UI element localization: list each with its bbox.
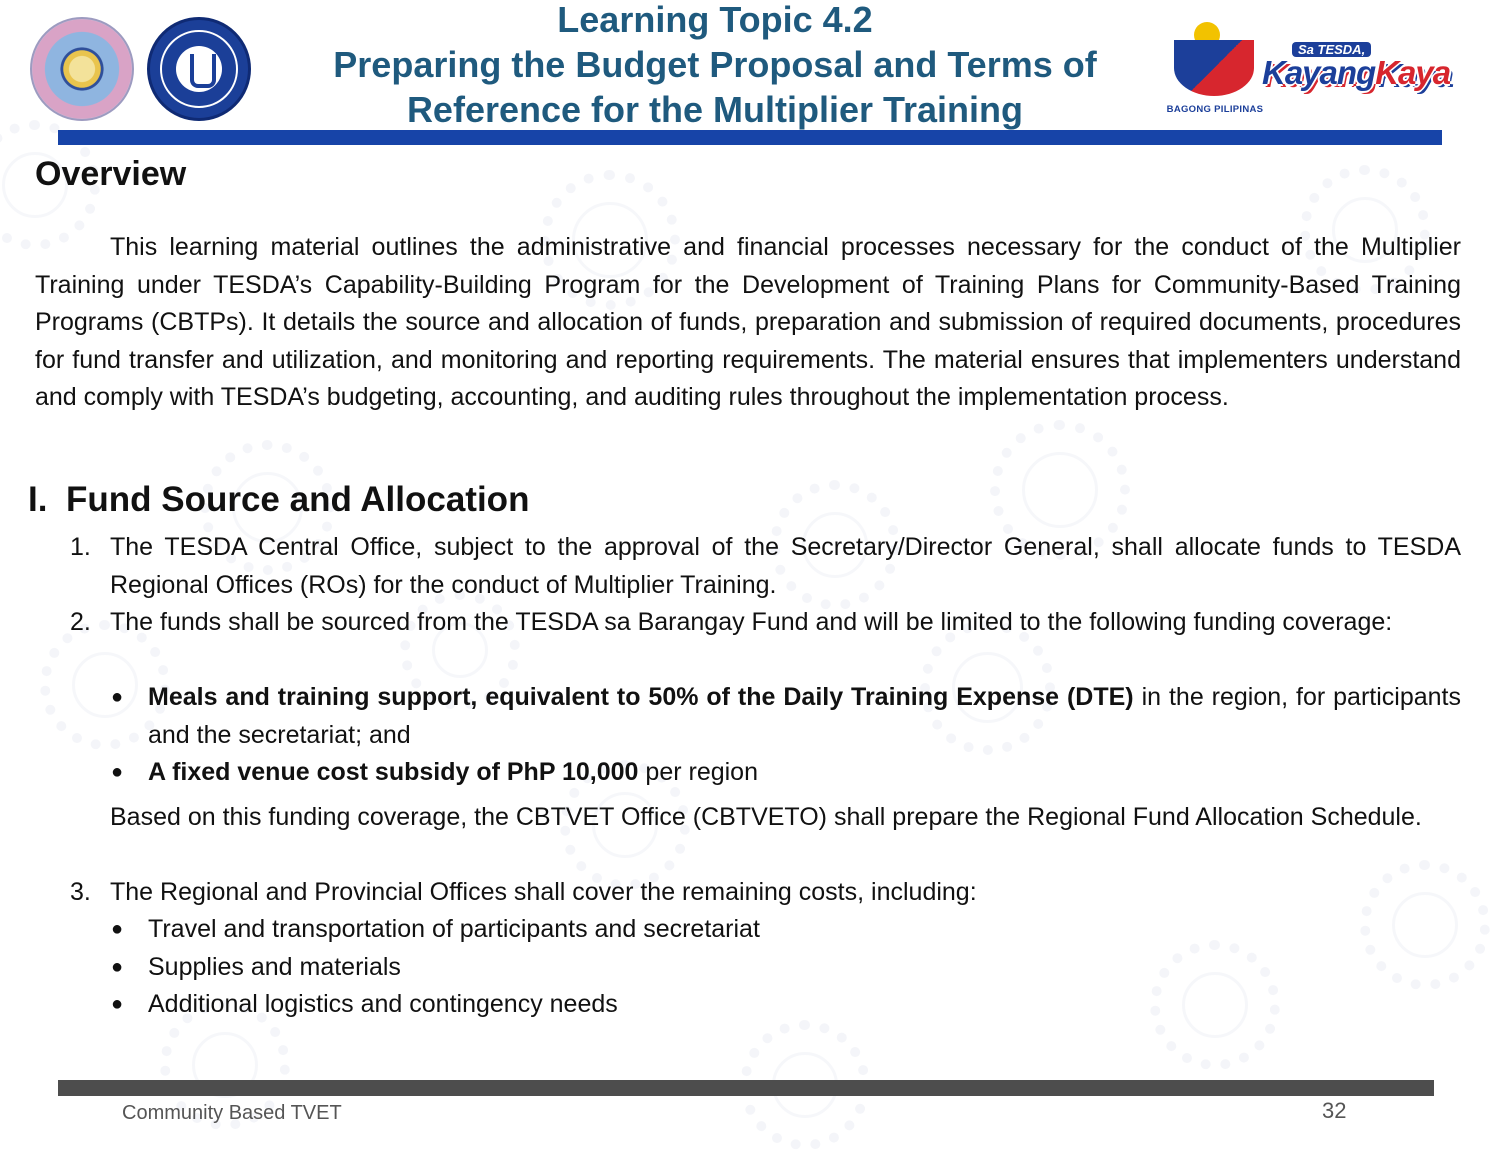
cbtvet-logo-icon	[30, 17, 134, 121]
bullet-1-bold: Meals and training support, equivalent to 50% of the Daily Training Expense (DTE)	[148, 683, 1134, 711]
overview-heading: Overview	[35, 155, 187, 193]
list-item-3-bullet-2-text: Supplies and materials	[148, 953, 401, 981]
followup-text: Based on this funding coverage, the CBTVET Office (CBTVETO) shall prepare the Regional Fund Allocation Schedule.	[110, 803, 1422, 831]
list-item-2-bullet-1	[111, 679, 1461, 754]
kayang-kaya-sub: Sa TESDA,	[1292, 42, 1371, 57]
footer-divider	[58, 1080, 1434, 1096]
page-title-line-3: Reference for the Multiplier Training	[406, 89, 1024, 130]
page-title-line-2: Preparing the Budget Proposal and Terms of	[333, 44, 1097, 85]
section-title: Fund Source and Allocation	[66, 480, 530, 519]
list-marker-2: 2.	[70, 608, 91, 636]
overview-paragraph: This learning material outlines the administrative and financial processes necessary for the conduct of the Multiplier Training under TESDA’s Capability-Building Program for the Development of Training Plans for Community-Based Training Programs (CBTPs). It details the source and allocation of funds, preparation and submission of required documents, procedures for fund transfer and utilization, and monitoring and reporting requirements. The material ensures that implementers understand and comply with TESDA’s budgeting, accounting, and auditing rules throughout the implementation process.	[35, 233, 1461, 411]
slide-header	[0, 0, 1500, 150]
bullet-2-rest: per region	[638, 758, 758, 786]
list-item-3-bullet-2	[111, 949, 1461, 987]
list-item-1	[70, 529, 1461, 604]
list-item-1-text: The TESDA Central Office, subject to the approval of the Secretary/Director General, shall allocate funds to TESDA Regional Offices (ROs) for the conduct of Multiplier Training.	[110, 533, 1461, 599]
section-heading	[28, 480, 529, 520]
list-item-2	[70, 604, 1461, 642]
bagong-pilipinas-label: BAGONG PILIPINAS	[1166, 104, 1264, 115]
list-marker-3: 3.	[70, 878, 91, 906]
list-item-3-bullet-3-text: Additional logistics and contingency needs	[148, 990, 618, 1018]
list-item-2-followup	[110, 799, 1461, 837]
list-marker-1: 1.	[70, 533, 91, 561]
list-item-3	[70, 874, 1461, 912]
kayang-kaya-logo-icon	[1262, 42, 1482, 91]
bullet-2-bold: A fixed venue cost subsidy of PhP 10,000	[148, 758, 639, 786]
page-title-line-1: Learning Topic 4.2	[557, 0, 873, 40]
bullet-icon: ●	[111, 993, 124, 1015]
kayang-kaya-main-a: Kayang	[1262, 54, 1376, 91]
list-item-3-bullet-3	[111, 986, 1461, 1024]
page-number: 32	[1322, 1098, 1347, 1123]
header-divider	[58, 130, 1442, 145]
kayang-kaya-main-b: Kaya	[1375, 54, 1451, 91]
list-item-3-bullet-1	[111, 911, 1461, 949]
list-item-2-text: The funds shall be sourced from the TESDA sa Barangay Fund and will be limited to the following funding coverage:	[110, 608, 1393, 636]
bullet-icon: ●	[111, 918, 124, 940]
bullet-1-rest: in the region, for participants and the secretariat; and	[148, 683, 1461, 749]
tesda-seal-icon	[147, 17, 251, 121]
list-item-2-bullet-2	[111, 754, 1461, 792]
bagong-pilipinas-logo-icon	[1160, 14, 1270, 118]
bullet-icon: ●	[111, 761, 124, 783]
list-item-3-text: The Regional and Provincial Offices shall cover the remaining costs, including:	[110, 878, 977, 906]
bullet-icon: ●	[111, 686, 124, 708]
footer-label: Community Based TVET	[122, 1102, 342, 1124]
bullet-icon: ●	[111, 956, 124, 978]
section-number: I.	[28, 480, 48, 519]
list-item-3-bullet-1-text: Travel and transportation of participants and secretariat	[148, 915, 760, 943]
